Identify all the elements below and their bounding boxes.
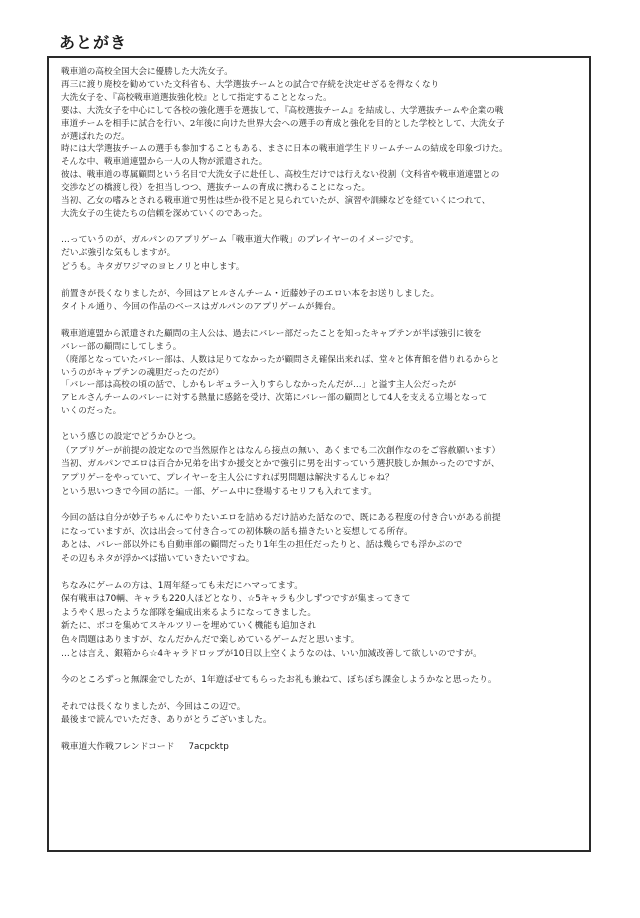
text-line: （アプリゲーが前提の設定なので当然原作とはなんら接点の無い、あくまでも二次創作なのをご容赦願います）: [61, 445, 501, 456]
paragraph-gap: [61, 567, 583, 580]
text-line: アヒルさんチームのバレーに対する熱量に感銘を受け、次第にバレー部の顧問として4人を支える立場となって: [61, 393, 488, 404]
text-line: 前置きが長くなりましたが、今回はアヒルさんチーム・近藤妙子のエロい本をお送りしました。: [61, 288, 440, 299]
text-line: その辺もネタが浮かべば描いていきたいですね。: [61, 553, 255, 564]
text-line: いくのだった。: [61, 406, 122, 417]
paragraph: [61, 512, 583, 566]
text-line: 再三に渡り廃校を勧めていた文科省も、大学選抜チームとの試合で存続を決定せざるを得なくなり: [61, 79, 440, 90]
text-line: （廃部となっていたバレー部は、人数は足りてなかったが顧問さえ確保出来れば、堂々と体育館を借りれるからと: [61, 354, 500, 365]
text-line: 最後まで読んでいただき、ありがとうございました。: [61, 715, 272, 726]
paragraph-gap: [61, 315, 583, 328]
page-title: あとがき: [59, 33, 128, 52]
text-line: 要は、大洗女子を中心にして各校の強化選手を選抜して、『高校選抜チーム』を結成し、大学選抜チームや企業の戦: [61, 105, 504, 116]
text-line: 今回の話は自分が妙子ちゃんにやりたいエロを詰めるだけ詰めた話なので、既にある程度の付き合いがある前提: [61, 513, 501, 524]
text-line: どうも。キタガワジマのヨヒノリと申します。: [61, 262, 245, 273]
text-line: という思いつきで今回の話に。一部、ゲーム中に登場するセリフも入れてます。: [61, 486, 377, 497]
text-line: ちなみにゲームの方は、1周年経っても未だにハマってます。: [61, 580, 304, 591]
text-line: バレー部の顧問にしてしまう。: [61, 341, 182, 352]
text-line: 当初、ガルパンでエロは百合か兄弟を出すか援交とかで強引に男を出すっていう選択肢しか無かったのですが、: [61, 459, 500, 470]
paragraph-gap: [61, 418, 583, 431]
text-line: 彼は、戦車道の専属顧問という名目で大洗女子に赴任し、高校生だけでは行えない役割（文科省や戦車道連盟との: [61, 170, 500, 181]
paragraph-gap: [61, 275, 583, 288]
text-line: それでは長くなりましたが、今回はこの辺で。: [61, 701, 246, 712]
text-line: 大洗女子の生徒たちの信頼を深めていくのであった。: [61, 208, 268, 219]
paragraph: [61, 234, 583, 275]
paragraph: [61, 288, 583, 315]
text-line: 交渉などの橋渡し役）を担当しつつ、選抜チームの育成に携わることになった。: [61, 183, 371, 194]
text-line: だいぶ強引な気もしますが。: [61, 248, 176, 259]
text-line: 色々問題はありますが、なんだかんだで楽しめているゲームだと思います。: [61, 634, 360, 645]
paragraph-gap: [61, 688, 583, 701]
text-line: そんな中、戦車道連盟から一人の人物が派遣された。: [61, 157, 268, 168]
text-line: という感じの設定でどうかひとつ。: [61, 432, 202, 443]
friend-code-value: 7acpcktp: [188, 741, 229, 752]
paragraph: [61, 701, 583, 728]
paragraph: [61, 580, 583, 662]
friend-code-row: [61, 741, 583, 754]
text-line: になっていますが、次は出会って付き合っての初体験の話も描きたいと妄想してる所存。: [61, 526, 413, 537]
text-line: 今のところずっと無課金でしたが、1年遊ばせてもらったお礼も兼ねて、ぼちぼち課金しようかなと思ったり。: [61, 675, 497, 686]
paragraph: [61, 674, 583, 688]
afterword-body: [61, 66, 583, 754]
paragraph: [61, 431, 583, 499]
text-line: 当初、乙女の嗜みとされる戦車道で男性は些か役不足と見られていたが、演習や訓練などを経ていくにつれて、: [61, 196, 491, 207]
text-line: いうのがキャプテンの魂胆だったのだが）: [61, 367, 224, 378]
text-line: …っていうのが、ガルパンのアプリゲーム「戦車道大作戦」のプレイヤーのイメージです。: [61, 234, 419, 245]
text-line: アプリゲーをやっていて、プレイヤーを主人公にすれば男問題は解決するんじゃね？: [61, 472, 394, 483]
text-line: 「バレー部は高校の頃の話で、しかもレギュラー入りすらしなかったんだが…」と溢す主人公だったが: [61, 380, 457, 391]
text-line: ようやく思ったような部隊を編成出来るようになってきました。: [61, 607, 317, 618]
text-line: 車道チームを相手に試合を行い、2年後に向けた世界大会への選手の育成と強化を目的とした学校として、大洗女子: [61, 118, 505, 129]
text-line: タイトル通り、今回の作品のベースはガルパンのアプリゲームが舞台。: [61, 302, 341, 313]
friend-code-label: 戦車道大作戦フレンドコード: [61, 741, 175, 752]
text-line: が選ばれたのだ。: [61, 131, 130, 142]
text-line: 時には大学選抜チームの選手も参加することもある、まさに日本の戦車道学生ドリームチームの結成を印象づけた。: [61, 144, 508, 155]
paragraph: [61, 328, 583, 418]
text-line: あとは、バレー部以外にも自動車部の顧問だったり1年生の担任だったりと、話は幾らでも浮かぶので: [61, 540, 463, 551]
text-line: 戦車道の高校全国大会に優勝した大洗女子。: [61, 67, 233, 77]
text-line: 戦車道連盟から派遣された顧問の主人公は、過去にバレー部だったことを知ったキャプテンが半ば強引に彼を: [61, 328, 482, 339]
paragraph-gap: [61, 661, 583, 674]
paragraph-gap: [61, 499, 583, 512]
text-line: 大洗女子を、『高校戦車道選抜強化校』として指定することとなった。: [61, 92, 332, 103]
paragraph-gap: [61, 728, 583, 741]
text-line: 新たに、ボコを集めてスキルツリーを埋めていく機能も追加され: [61, 621, 317, 632]
text-line: 保有戦車は70輌、キャラも220人ほどとなり、☆5キャラも少しずつですが集まってきて: [61, 594, 411, 605]
text-line: …とは言え、銀箱から☆4キャラドロップが10日以上空くようなのは、いい加減改善して欲しいのですが。: [61, 648, 482, 659]
paragraph-gap: [61, 221, 583, 234]
paragraph: [61, 66, 583, 221]
